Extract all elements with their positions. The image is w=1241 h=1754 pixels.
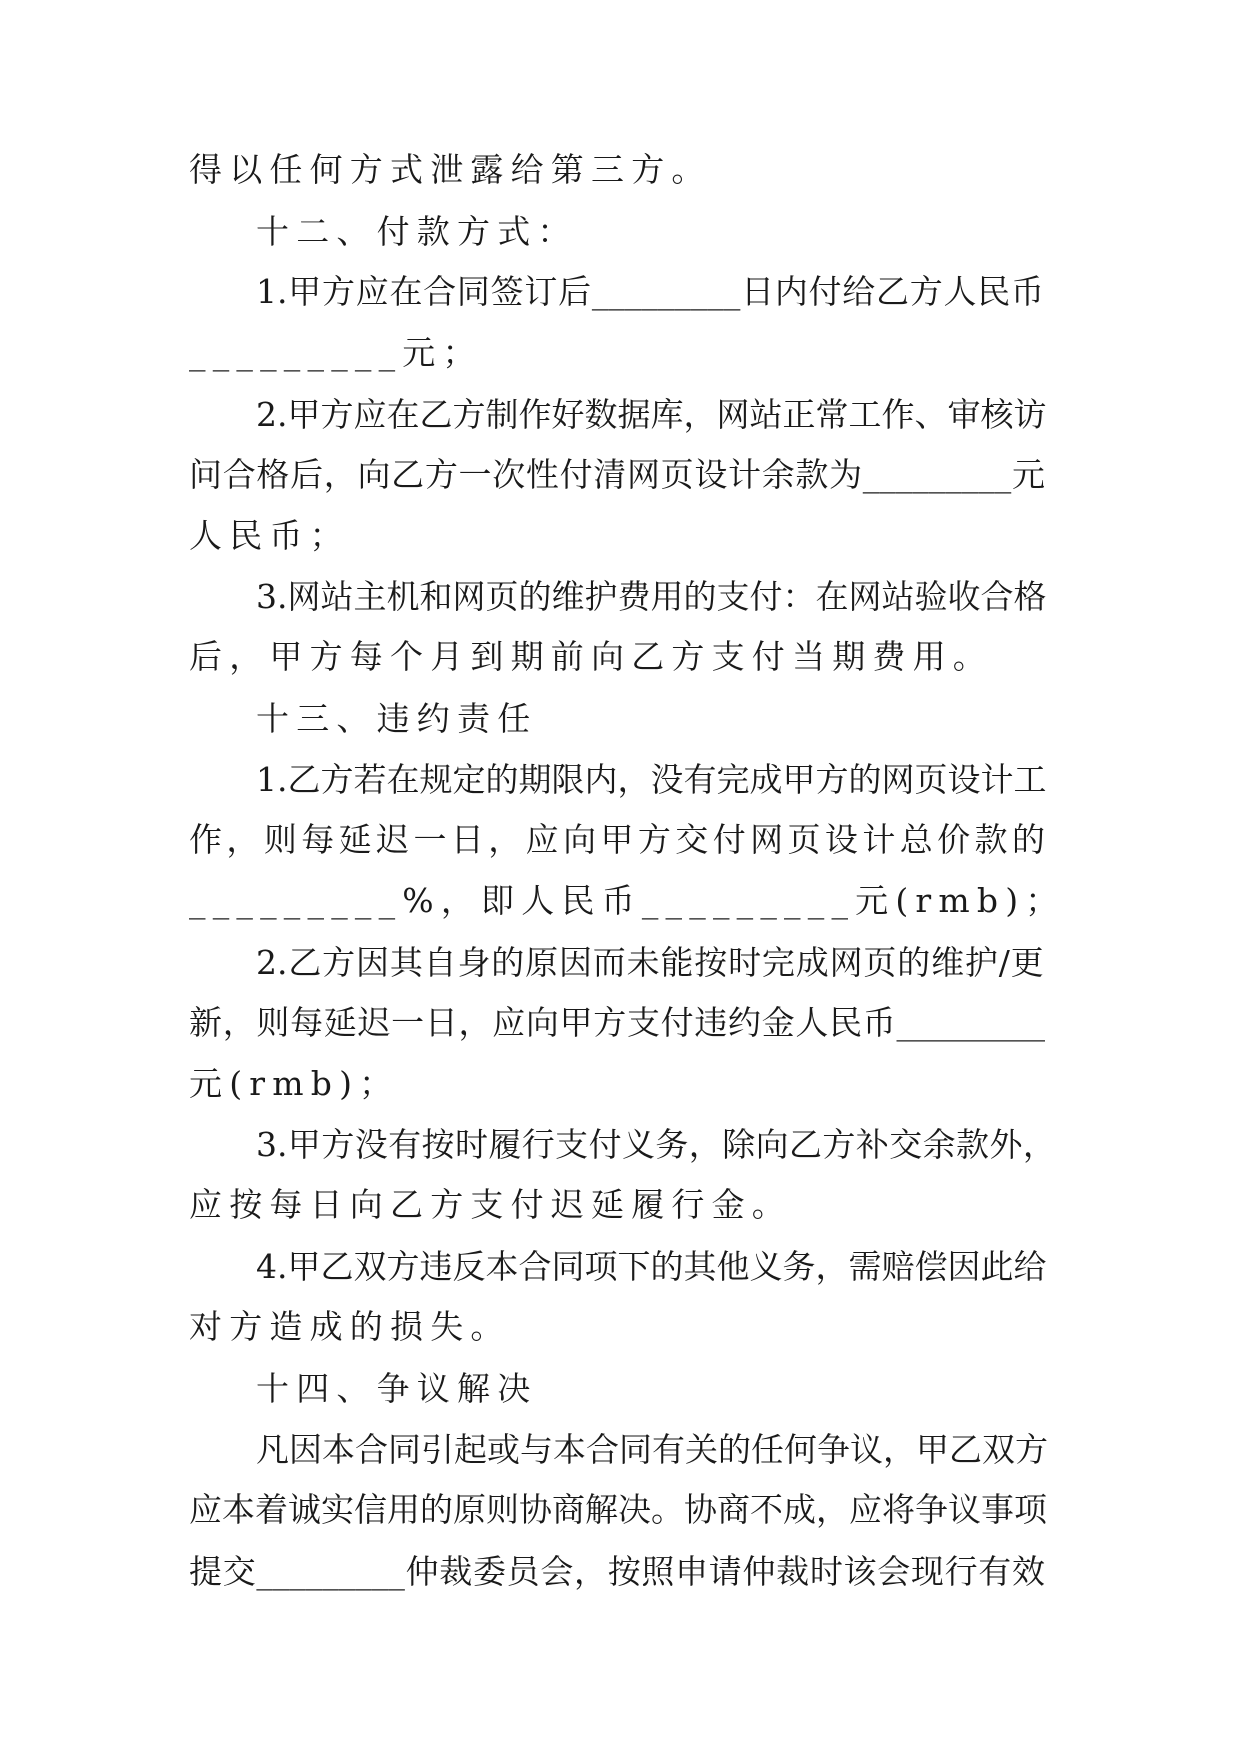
- text-line: _________元；: [189, 333, 483, 372]
- text-line: 对方造成的损失。: [189, 1307, 511, 1346]
- text-line: 2. 乙 方 因 其 自 身 的 原 因 而 未 能 按 时 完 成 网 页 的 维 护 / 更: [256, 943, 1044, 982]
- text-line: 人民币；: [189, 516, 350, 555]
- text-line: _________%，即人民币_________元(rmb)；: [189, 881, 1066, 920]
- text-line: 作 ， 则 每 延 迟 一 日 ， 应 向 甲 方 交 付 网 页 设 计 总 价 款 的: [189, 820, 1045, 859]
- section-heading: 十三、违约责任: [256, 699, 538, 738]
- text-line: 3. 网 站 主 机 和 网 页 的 维 护 费 用 的 支 付 ： 在 网 站 验 收 合 格: [256, 577, 1047, 616]
- text-line: 元(rmb)；: [189, 1064, 400, 1103]
- text-line: 应按每日向乙方支付迟延履行金。: [189, 1185, 792, 1224]
- text-line: 问 合 格 后 ， 向 乙 方 一 次 性 付 清 网 页 设 计 余 款 为 _________ 元: [189, 455, 1045, 494]
- text-line: 2. 甲 方 应 在 乙 方 制 作 好 数 据 库 ， 网 站 正 常 工 作 、 审 核 访: [256, 395, 1047, 434]
- text-line: 3. 甲 方 没 有 按 时 履 行 支 付 义 务 ， 除 向 乙 方 补 交 余 款 外 ，: [256, 1125, 1056, 1164]
- text-line: 应 本 着 诚 实 信 用 的 原 则 协 商 解 决 。 协 商 不 成 ， 应 将 争 议 事 项: [189, 1490, 1047, 1529]
- text-line: 新 ， 则 每 延 迟 一 日 ， 应 向 甲 方 支 付 违 约 金 人 民 币 _________: [189, 1003, 1045, 1042]
- text-line: 4. 甲 乙 双 方 违 反 本 合 同 项 下 的 其 他 义 务 ， 需 赔 偿 因 此 给: [256, 1247, 1047, 1286]
- text-line: 1. 甲 方 应 在 合 同 签 订 后 _________ 日 内 付 给 乙 方 人 民 币: [256, 272, 1044, 311]
- text-line: 凡 因 本 合 同 引 起 或 与 本 合 同 有 关 的 任 何 争 议 ， 甲 乙 双 方: [256, 1430, 1048, 1469]
- text-line: 提 交 _________ 仲 裁 委 员 会 ， 按 照 申 请 仲 裁 时 该 会 现 行 有 效: [189, 1552, 1045, 1591]
- text-line: 1. 乙 方 若 在 规 定 的 期 限 内 ， 没 有 完 成 甲 方 的 网 页 设 计 工: [256, 760, 1047, 799]
- section-heading: 十二、付款方式：: [256, 212, 578, 251]
- section-heading: 十四、争议解决: [256, 1369, 538, 1408]
- text-line: 得以任何方式泄露给第三方。: [189, 150, 712, 189]
- text-line: 后，甲方每个月到期前向乙方支付当期费用。: [189, 637, 993, 676]
